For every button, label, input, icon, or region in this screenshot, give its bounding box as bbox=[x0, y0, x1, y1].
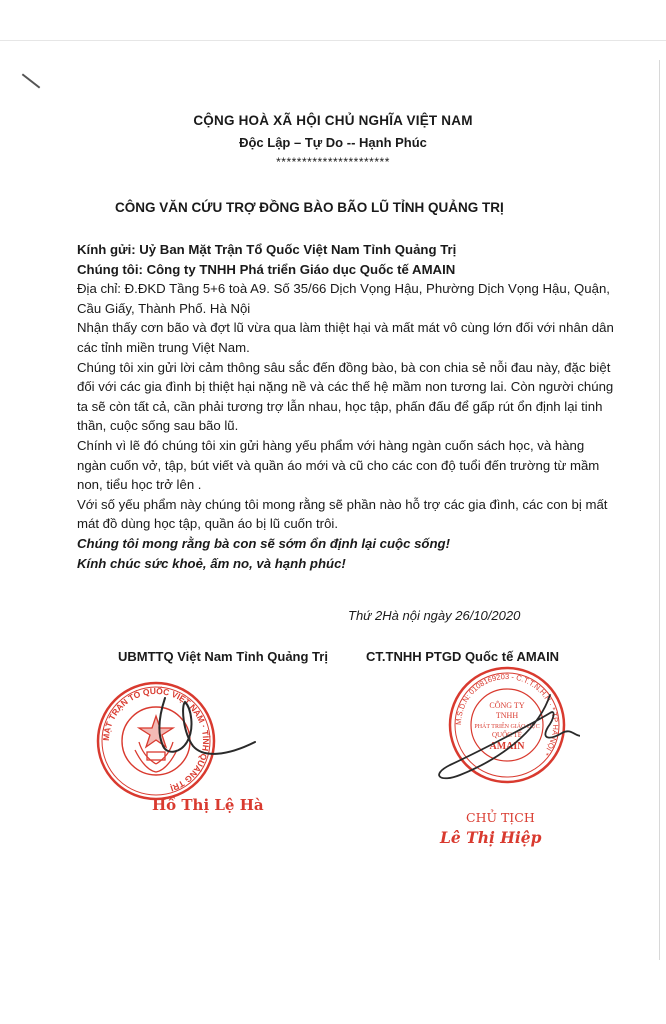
left-signatory-org: UBMTTQ Việt Nam Tỉnh Quảng Trị bbox=[118, 649, 328, 664]
svg-text:TNHH: TNHH bbox=[495, 711, 519, 720]
left-stamp-text: MẶT TRẬN TỔ QUỐC VIỆT NAM · TỈNH QUẢNG TRỊ bbox=[100, 685, 212, 794]
svg-text:QUỐC TẾ: QUỐC TẾ bbox=[491, 731, 523, 739]
date-line: Thứ 2Hà nội ngày 26/10/2020 bbox=[348, 608, 521, 623]
national-motto: Độc Lập – Tự Do -- Hạnh Phúc bbox=[239, 135, 427, 150]
svg-text:AMAIN: AMAIN bbox=[489, 741, 525, 752]
closing-line-1: Chúng tôi mong rằng bà con sẽ sớm ổn định lại cuộc sống! bbox=[77, 535, 450, 551]
pen-mark bbox=[22, 73, 41, 88]
right-signatory-name: Lê Thị Hiệp bbox=[440, 828, 542, 847]
paragraph-1: Nhận thấy cơn bão và đợt lũ vừa qua làm thiệt hại và mất mát vô cùng lớn đối với nhân dân các tỉnh miền trung Việt Nam. bbox=[77, 320, 614, 355]
right-signatory-org: CT.TNHH PTGD Quốc tế AMAIN bbox=[366, 649, 560, 664]
left-handwritten-signature bbox=[145, 688, 265, 768]
left-signatory-name: Hồ Thị Lệ Hà bbox=[152, 796, 264, 814]
header-divider: ********************** bbox=[276, 155, 390, 169]
sender-line: Chúng tôi: Công ty TNHH Phá triển Giáo dục Quốc tế AMAIN bbox=[77, 261, 456, 277]
recipient-line: Kính gửi: Uỷ Ban Mặt Trận Tổ Quốc Việt Nam Tỉnh Quảng Trị bbox=[77, 242, 457, 257]
address-line: Địa chỉ: Đ.ĐKD Tầng 5+6 toà A9. Số 35/66 Dịch Vọng Hậu, Phường Dịch Vọng Hậu, Quận, Cầu Giấy, Thành Phố. Hà Nội bbox=[77, 281, 610, 316]
national-title: CỘNG HOÀ XÃ HỘI CHỦ NGHĨA VIỆT NAM bbox=[193, 113, 473, 128]
svg-text:PHÁT TRIỂN GIÁO DỤC: PHÁT TRIỂN GIÁO DỤC bbox=[474, 724, 540, 730]
scan-edge-top bbox=[0, 40, 666, 41]
paragraph-4: Với số yếu phẩm này chúng tôi mong rằng sẽ phần nào hỗ trợ các gia đình, các con bị mất mát đồ dùng học tập, quần áo bị lũ cuốn trôi. bbox=[77, 496, 608, 532]
paragraph-2: Chúng tôi xin gửi lời cảm thông sâu sắc đến đồng bào, bà con chia sẻ nỗi đau này, đặc biệt đối với các gia đình bị thiệt hại nặng nề và các thế hệ mầm non tương lai. Còn người chúng ta sẽ còn tất cả, cần phải tương trợ lẫn nhau, học tập, phấn đấu để gấp rút ổn định lại tinh thần, cuộc sống sau bão lũ. bbox=[77, 359, 614, 434]
right-handwritten-signature bbox=[400, 665, 580, 815]
closing-line-2: Kính chúc sức khoẻ, ấm no, và hạnh phúc! bbox=[77, 555, 346, 571]
letter-body bbox=[77, 240, 617, 573]
svg-text:CÔNG TY: CÔNG TY bbox=[489, 701, 525, 710]
scan-edge-right bbox=[659, 60, 660, 960]
document-title: CÔNG VĂN CỨU TRỢ ĐỒNG BÀO BÃO LŨ TỈNH QUẢNG TRỊ bbox=[115, 200, 504, 215]
paragraph-3: Chính vì lẽ đó chúng tôi xin gửi hàng yếu phẩm với hàng ngàn cuốn sách học, và hàng ngàn cuốn vở, tập, bút viết và quần áo mới và cũ cho các con độ tuổi đến trường từ mầm non, tiểu học trở lên . bbox=[77, 437, 600, 493]
right-stamp-ring-text: M.S.D.N: 0108169203 - C.T.T.N.H.H · * TP HÀ NỘI * bbox=[453, 671, 561, 758]
right-signatory-position: CHỦ TỊCH bbox=[466, 810, 535, 825]
